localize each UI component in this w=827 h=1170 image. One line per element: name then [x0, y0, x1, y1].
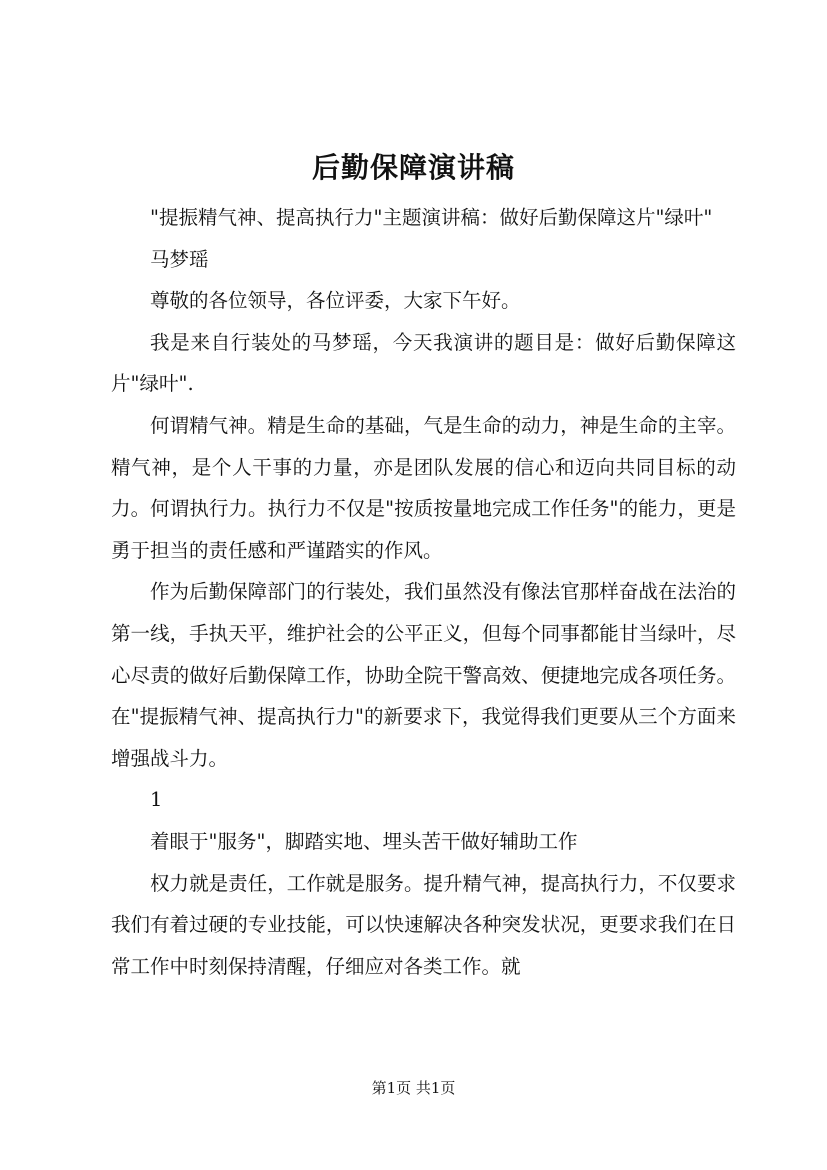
body-paragraph: 作为后勤保障部门的行装处，我们虽然没有像法官那样奋战在法治的第一线，手执天平，维护社会的公平正义，但每个同事都能甘当绿叶，尽心尽责的做好后勤保障工作，协助全院干警高效、便捷地完成各项任务。在"提振精气神、提高执行力"的新要求下，我觉得我们更要从三个方面来增强战斗力。 — [111, 580, 736, 770]
body-paragraph: 何谓精气神。精是生命的基础，气是生命的动力，神是生命的主宰。精气神，是个人干事的力量，亦是团队发展的信心和迈向共同目标的动力。何谓执行力。执行力不仅是"按质按量地完成工作任务"的能力，更是勇于担当的责任感和严谨踏实的作风。 — [111, 413, 736, 562]
greeting-paragraph: 尊敬的各位领导，各位评委，大家下午好。 — [150, 289, 521, 313]
section-number: 1 — [150, 788, 163, 812]
document-title: 后勤保障演讲稿 — [311, 151, 515, 184]
author-name: 马梦瑶 — [150, 247, 209, 271]
subtitle-paragraph: "提振精气神、提高执行力"主题演讲稿：做好后勤保障这片"绿叶" — [150, 206, 713, 229]
intro-paragraph: 我是来自行装处的马梦瑶，今天我演讲的题目是：做好后勤保障这片"绿叶". — [111, 330, 736, 396]
section-heading: 着眼于"服务"，脚踏实地、埋头苦干做好辅助工作 — [150, 829, 578, 853]
body-paragraph: 权力就是责任，工作就是服务。提升精气神，提高执行力，不仅要求我们有着过硬的专业技能，可以快速解决各种突发状况，更要求我们在日常工作中时刻保持清醒，仔细应对各类工作。就 — [111, 871, 736, 978]
document-body — [111, 197, 736, 987]
page-footer: 第1页 共1页 — [371, 1079, 456, 1097]
